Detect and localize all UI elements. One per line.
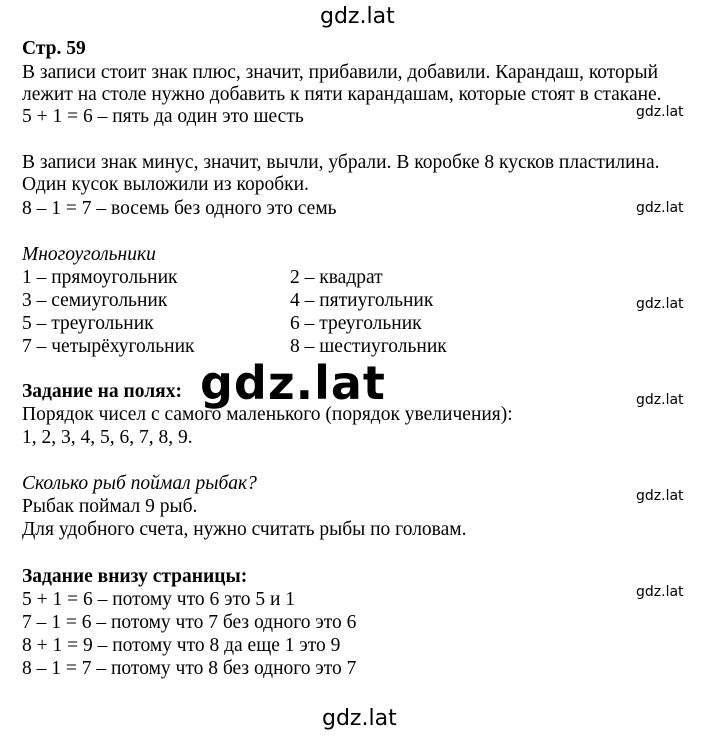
fish-answer-line: Рыбак поймал 9 рыб. xyxy=(22,496,198,517)
watermark-large: gdz.lat xyxy=(200,356,386,410)
polygon-item: 5 – треугольник xyxy=(22,313,154,334)
polygon-item: 2 – квадрат xyxy=(290,267,383,288)
watermark-side: gdz.lat xyxy=(636,584,684,600)
watermark-top: gdz.lat xyxy=(320,4,395,29)
fish-answer-line: Для удобного счета, нужно считать рыбы по головам. xyxy=(22,519,467,540)
watermark-side: gdz.lat xyxy=(636,392,684,408)
watermark-side: gdz.lat xyxy=(636,200,684,216)
minus-text-line: В записи знак минус, значит, вычли, убрали. В коробке 8 кусков пластилина. xyxy=(22,152,660,173)
minus-text-line: Один кусок выложили из коробки. xyxy=(22,174,309,195)
plus-equation: 5 + 1 = 6 – пять да один это шесть xyxy=(22,106,304,127)
margin-task-heading: Задание на полях: xyxy=(22,381,182,402)
fish-question: Сколько рыб поймал рыбак? xyxy=(22,473,257,494)
bottom-task-line: 8 – 1 = 7 – потому что 8 без одного это 7 xyxy=(22,658,357,679)
polygon-item: 3 – семиугольник xyxy=(22,290,168,311)
watermark-side: gdz.lat xyxy=(636,104,684,120)
margin-task-line: 1, 2, 3, 4, 5, 6, 7, 8, 9. xyxy=(22,427,193,448)
margin-task-line: Порядок чисел с самого маленького (порядок увеличения): xyxy=(22,404,513,425)
watermark-side: gdz.lat xyxy=(636,296,684,312)
plus-text-line: В записи стоит знак плюс, значит, прибавили, добавили. Карандаш, который xyxy=(22,62,659,83)
watermark-side: gdz.lat xyxy=(636,488,684,504)
polygon-item: 7 – четырёхугольник xyxy=(22,336,195,357)
bottom-task-heading: Задание внизу страницы: xyxy=(22,566,248,587)
page-title: Стр. 59 xyxy=(22,38,86,59)
polygons-heading: Многоугольники xyxy=(22,244,156,265)
bottom-task-line: 7 – 1 = 6 – потому что 7 без одного это 6 xyxy=(22,612,357,633)
polygon-item: 6 – треугольник xyxy=(290,313,422,334)
minus-equation: 8 – 1 = 7 – восемь без одного это семь xyxy=(22,198,337,219)
bottom-task-line: 5 + 1 = 6 – потому что 6 это 5 и 1 xyxy=(22,589,296,610)
polygon-item: 1 – прямоугольник xyxy=(22,267,178,288)
bottom-task-line: 8 + 1 = 9 – потому что 8 да еще 1 это 9 xyxy=(22,635,341,656)
polygon-item: 8 – шестиугольник xyxy=(290,336,447,357)
polygon-item: 4 – пятиугольник xyxy=(290,290,434,311)
plus-text-line: лежит на столе нужно добавить к пяти карандашам, которые стоят в стакане. xyxy=(22,84,662,105)
watermark-bottom: gdz.lat xyxy=(322,706,397,731)
